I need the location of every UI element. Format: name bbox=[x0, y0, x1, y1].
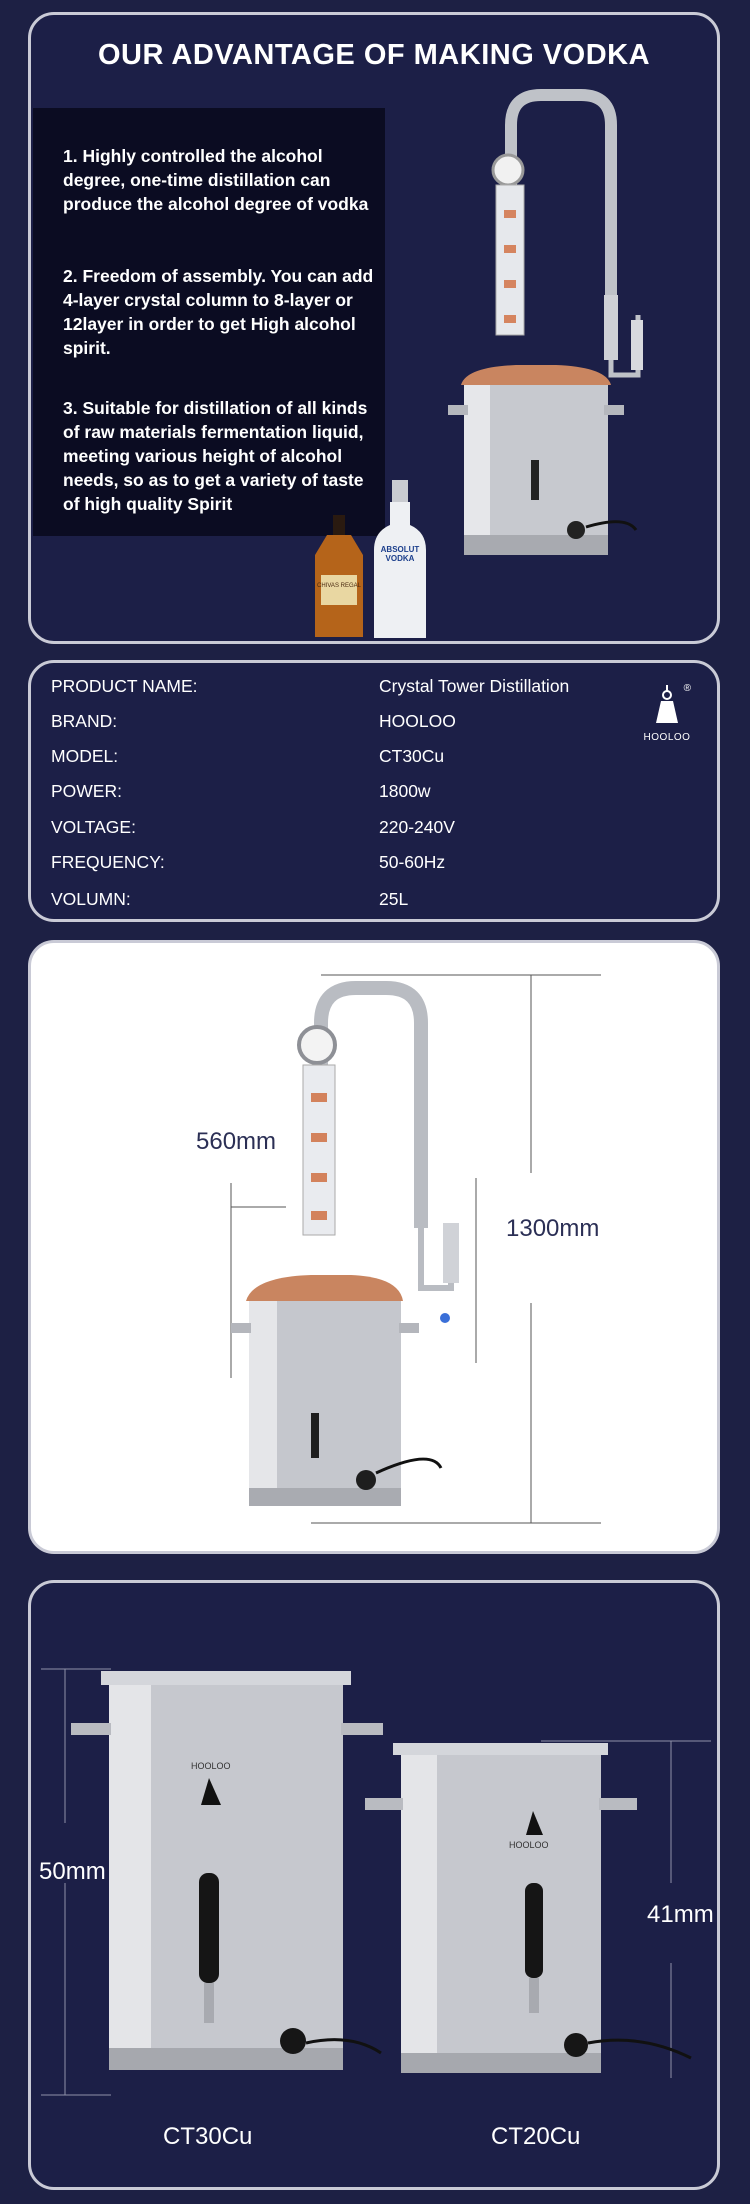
spec-row-voltage bbox=[51, 817, 611, 847]
logo-text: HOOLOO bbox=[643, 732, 691, 743]
spec-value: 220-240V bbox=[379, 817, 455, 837]
brand-logo bbox=[639, 683, 695, 743]
advantage-point-2: 2. Freedom of assembly. You can add 4-layer crystal column to 8-layer or 12layer in order to get High alcohol spirit. bbox=[63, 266, 374, 358]
pot-brand-text-right: HOOLOO bbox=[509, 1840, 549, 1850]
whisky-bottle-label: CHIVAS REGAL bbox=[317, 583, 361, 589]
distiller-image bbox=[426, 75, 716, 635]
left-model-label: CT30Cu bbox=[163, 2123, 253, 2150]
spec-key: VOLTAGE: bbox=[51, 817, 136, 837]
spec-key: FREQUENCY: bbox=[51, 852, 165, 872]
advantage-title: OUR ADVANTAGE OF MAKING VODKA bbox=[97, 39, 651, 71]
spec-value: 25L bbox=[379, 889, 409, 909]
advantage-point-3: 3. Suitable for distillation of all kinds of raw materials fermentation liquid, meeting various height of alcohol needs, so as to get a variety of taste of high quality Spirit bbox=[63, 398, 368, 514]
models-panel bbox=[28, 1580, 720, 2190]
spec-value: CT30Cu bbox=[379, 746, 445, 766]
spec-key: PRODUCT NAME: bbox=[51, 676, 198, 696]
spec-row-volumn bbox=[51, 889, 611, 919]
vodka-bottle-label: ABSOLUT VODKA bbox=[380, 545, 420, 563]
advantage-point-1: 1. Highly controlled the alcohol degree, one-time distillation can produce the alcohol degree of vodka bbox=[63, 146, 369, 214]
spec-value: HOOLOO bbox=[379, 711, 456, 731]
advantage-panel bbox=[28, 12, 720, 644]
dimension-diagram bbox=[31, 943, 717, 1551]
spec-key: POWER: bbox=[51, 781, 122, 801]
advantage-textbox bbox=[33, 108, 385, 536]
distiller-logo-icon bbox=[650, 683, 684, 725]
whisky-bottle-image bbox=[309, 515, 369, 640]
right-height-label: 41mm bbox=[647, 1901, 714, 1928]
model-comparison-image bbox=[31, 1583, 717, 2187]
dimensions-panel bbox=[28, 940, 720, 1554]
spec-key: MODEL: bbox=[51, 746, 119, 766]
right-model-label: CT20Cu bbox=[491, 2123, 581, 2150]
specs-panel bbox=[28, 660, 720, 922]
width-dimension-label: 560mm bbox=[196, 1128, 277, 1155]
spec-row-frequency bbox=[51, 852, 611, 882]
spec-value: 1800w bbox=[379, 781, 431, 801]
spec-key: VOLUMN: bbox=[51, 889, 131, 909]
spec-row-brand bbox=[51, 711, 611, 741]
spec-row-model bbox=[51, 746, 611, 776]
left-height-label: 50mm bbox=[39, 1858, 106, 1885]
height-dimension-label: 1300mm bbox=[506, 1215, 600, 1242]
spec-row-power bbox=[51, 781, 611, 811]
spec-value: 50-60Hz bbox=[379, 852, 446, 872]
logo-registered-mark: ® bbox=[683, 683, 691, 694]
spec-key: BRAND: bbox=[51, 711, 118, 731]
pot-brand-text-left: HOOLOO bbox=[191, 1761, 231, 1771]
spec-row-product-name bbox=[51, 676, 611, 706]
spec-value: Crystal Tower Distillation bbox=[379, 676, 570, 696]
